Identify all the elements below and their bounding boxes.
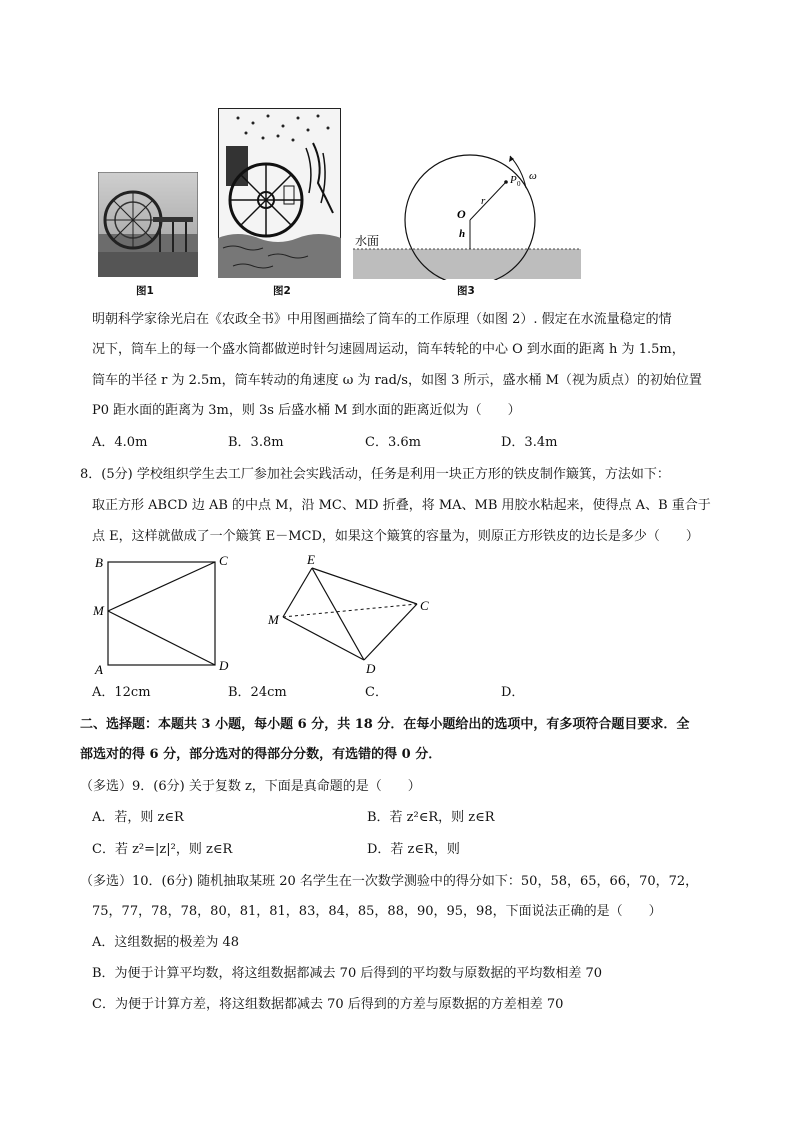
edge-mc-hidden (283, 604, 417, 617)
radius-r-label: r (481, 195, 486, 207)
q10-line-2: 75，77，78，78，80，81，81，83，84，85，88，90，95，98，下面说法正确的是（ ） (92, 904, 662, 919)
q8-square-figure (88, 550, 248, 675)
q8-line-3: 点 E，这样就做成了一个簸箕 E－MCD，如果这个簸箕的容量为，则原正方形铁皮的边长是多少（ ） (92, 529, 699, 544)
label-c: C (219, 553, 228, 568)
segment-md (108, 611, 215, 665)
height-h-label: h (459, 228, 466, 240)
q8-line-2: 取正方形 ABCD 边 AB 的中点 M，沿 MC、MD 折叠，将 MA、MB 用胶水粘起来，使得点 A、B 重合于 (92, 498, 711, 513)
q7-line-1: 明朝科学家徐光启在《农政全书》中用图画描绘了筒车的工作原理（如图 2）. 假定在水流量稳定的情 (92, 312, 672, 327)
q7-option-d: D．3.4m (501, 435, 558, 450)
label-b: B (95, 555, 103, 570)
label-e: E (307, 552, 315, 567)
q9-option-a: A．若，则 z∈R (92, 810, 184, 825)
q9-option-d: D．若 z∈R，则 (367, 842, 460, 857)
q8-option-c: C． (365, 685, 388, 700)
q10-option-a: A．这组数据的极差为 48 (92, 935, 240, 950)
q8-line-1: 8．(5分) 学校组织学生去工厂参加社会实践活动，任务是利用一块正方形的铁皮制作簸箕，方法如下： (80, 467, 670, 482)
q9-option-c: C．若 z²=|z|²，则 z∈R (92, 842, 233, 857)
water-area (353, 249, 581, 279)
q7-line-4: P0 距水面的距离为 3m，则 3s 后盛水桶 M 到水面的距离近似为（ ） (92, 403, 521, 418)
edge-em (283, 568, 312, 617)
q10-line-1: （多选）10．(6分) 随机抽取某班 20 名学生在一次数学测验中的得分如下：50，58，65，66，70，72， (80, 874, 699, 889)
section-2-heading-line-1: 二、选择题：本题共 3 小题，每小题 6 分，共 18 分．在每小题给出的选项中，有多项符合题目要求．全 (80, 717, 690, 732)
q9-stem: （多选）9．(6分) 关于复数 z，下面是真命题的是（ ） (80, 779, 421, 794)
p0-label: P (510, 174, 517, 186)
label-m-pyramid: M (268, 612, 279, 627)
q8-option-a: A．12cm (92, 685, 151, 700)
radius-line (470, 182, 506, 220)
q7-option-c: C．3.6m (365, 435, 421, 450)
figure-1-photo (98, 172, 198, 277)
label-c-pyramid: C (420, 598, 429, 613)
center-o-label: O (457, 207, 466, 221)
label-d: D (219, 658, 229, 673)
figure-1-caption: 图1 (136, 285, 154, 297)
figure-2-woodcut (218, 108, 341, 278)
q7-option-a: A．4.0m (92, 435, 148, 450)
label-d-pyramid: D (366, 661, 376, 676)
point-p0 (504, 180, 508, 184)
section-2-heading-line-2: 部选对的得 6 分，部分选对的得部分分数，有选错的得 0 分． (80, 747, 442, 762)
edge-ec (312, 568, 417, 604)
q7-line-2: 况下，筒车上的每一个盛水筒都做逆时针匀速圆周运动，筒车转轮的中心 O 到水面的距离 h 为 1.5m， (92, 342, 685, 357)
square-abcd (108, 562, 215, 665)
figure-3-caption: 图3 (457, 285, 475, 297)
q8-pyramid-figure (265, 550, 440, 680)
q7-option-b: B．3.8m (228, 435, 284, 450)
q9-option-b: B．若 z²∈R，则 z∈R (367, 810, 495, 825)
q10-option-b: B．为便于计算平均数，将这组数据都减去 70 后得到的平均数与原数据的平均数相差 70 (92, 966, 603, 981)
q10-option-c: C．为便于计算方差，将这组数据都减去 70 后得到的方差与原数据的方差相差 70 (92, 997, 564, 1012)
figure-2-caption: 图2 (273, 285, 291, 297)
label-m: M (93, 603, 104, 618)
figure-3-diagram (350, 128, 582, 280)
water-label: 水面 (355, 234, 380, 248)
q7-line-3: 筒车的半径 r 为 2.5m，筒车转动的角速度 ω 为 rad/s，如图 3 所示，盛水桶 M（视为质点）的初始位置 (92, 373, 702, 388)
segment-mc (108, 562, 215, 611)
q8-option-d: D． (501, 685, 525, 700)
p0-subscript: 0 (517, 180, 521, 188)
label-a: A (95, 662, 103, 675)
q8-option-b: B．24cm (228, 685, 287, 700)
omega-label: ω (529, 170, 537, 182)
edge-cd (364, 604, 417, 660)
rotation-arrowhead (509, 156, 514, 162)
